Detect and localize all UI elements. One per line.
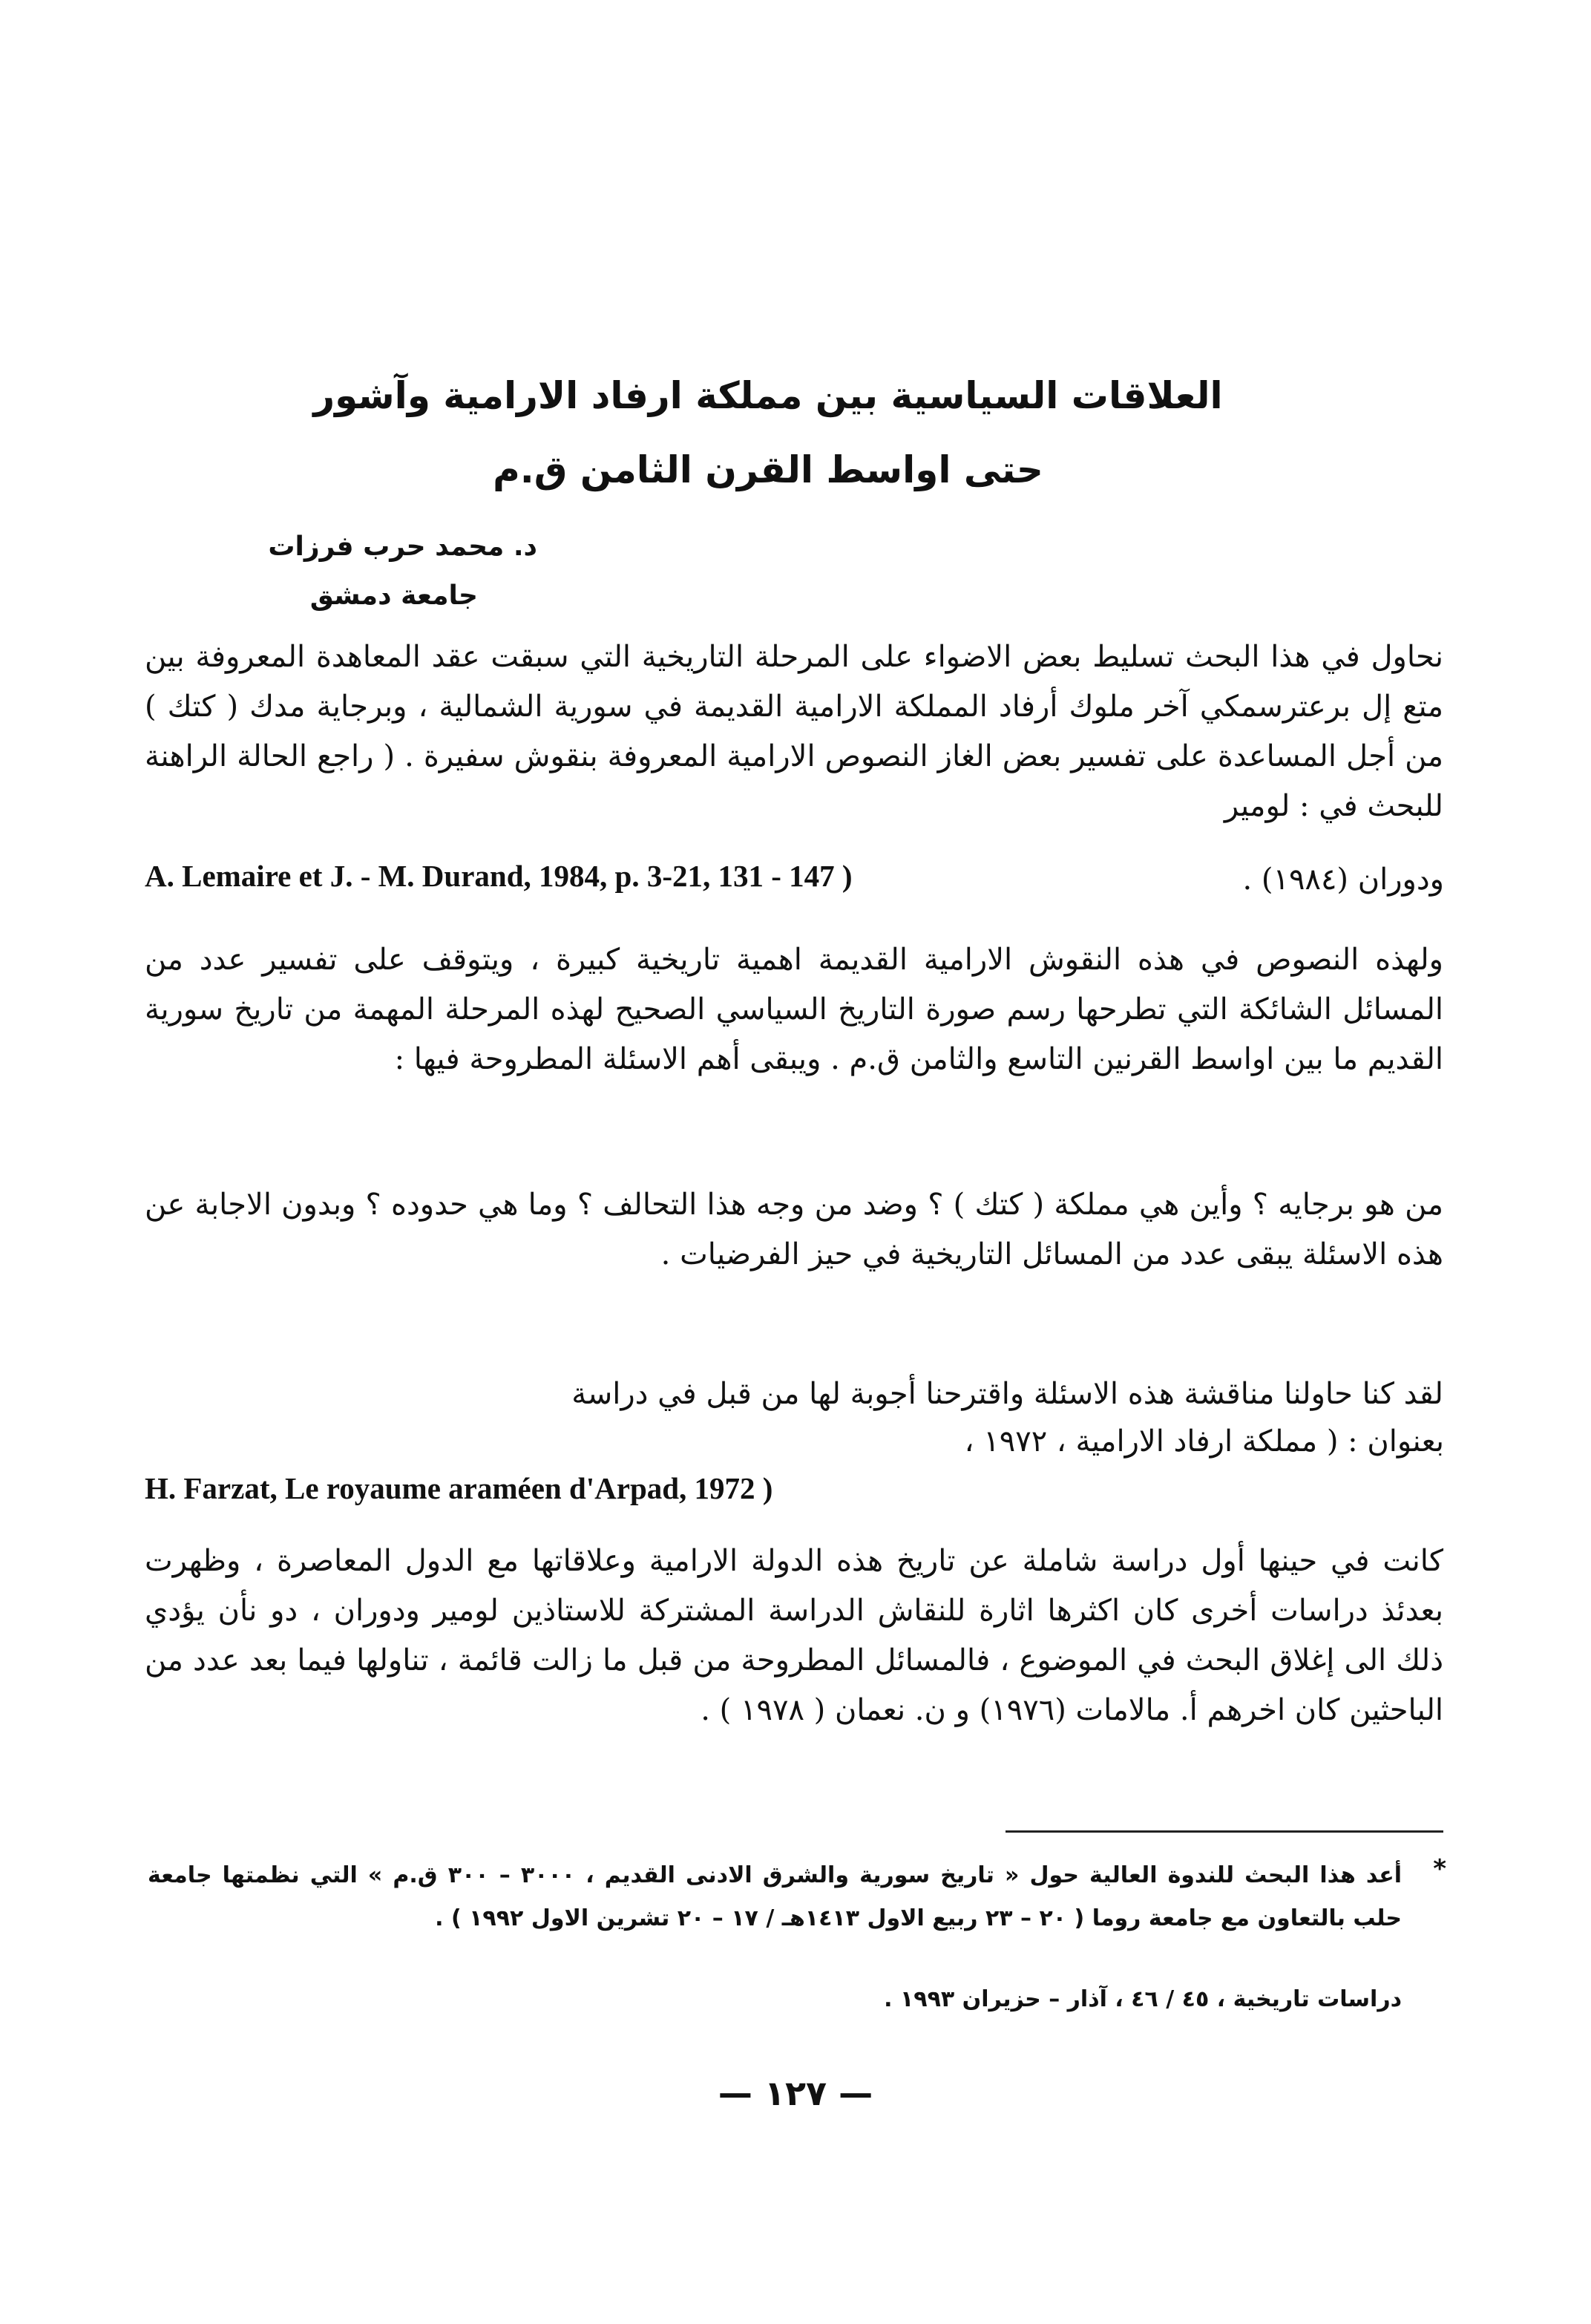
page-number: — ١٢٧ — — [718, 2073, 873, 2113]
paragraph-5: كانت في حينها أول دراسة شاملة عن تاريخ هذه الدولة الارامية وعلاقاتها مع الدول المعاصرة ، وظهرت بعدئذ دراسات أخرى كان اكثرها اثارة للنقاش الدراسة المشتركة للاستاذين لومير ودوران ، دو نأن يؤدي ذلك الى إغلاق البحث في الموضوع ، فالمسائل المطروحة من قبل ما زالت قائمة ، تناولها فيما بعد عدد من الباحثين كان اخرهم أ. مالامات (١٩٧٦) و ن. نعمان ( ١٩٧٨ ) . — [145, 1544, 1444, 1727]
article-title-line-1: العلاقات السياسية بين مملكة ارفاد الارامية وآشور — [313, 374, 1223, 417]
paragraph-3: من هو برجايه ؟ وأين هي مملكة ( كتك ) ؟ وضد من وجه هذا التحالف ؟ وما هي حدوده ؟ وبدون الاجابة عن هذه الاسئلة يبقى عدد من المسائل التاريخية في حيز الفرضيات . — [145, 1188, 1443, 1271]
paragraph-1-latin-citation: A. Lemaire et J. - M. Durand, 1984, p. 3-21, 131 - 147 ) — [145, 859, 853, 893]
paragraph-1: نحاول في هذا البحث تسليط بعض الاضواء على المرحلة التاريخية التي سبقت عقد المعاهدة المعروفة بين متع إل برعترسمكي آخر ملوك أرفاد المملكة الارامية القديمة في سورية الشمالية ، وبرجاية مدك ( كتك ) من أجل المساعدة على تفسير بعض الغاز النصوص الارامية المعروفة بنقوش سفيرة . ( راجع الحالة الراهنة للبحث في : لومير — [145, 640, 1443, 823]
footnote-source: دراسات تاريخية ، ٤٥ / ٤٦ ، آذار – حزيران ١٩٩٣ . — [884, 1986, 1402, 2012]
author-affiliation: جامعة دمشق — [309, 580, 478, 611]
paragraph-1-tail: ودوران (١٩٨٤) . — [1242, 863, 1444, 897]
paragraph-2: ولهذه النصوص في هذه النقوش الارامية القديمة اهمية تاريخية كبيرة ، ويتوقف على تفسير عدد من المسائل الشائكة التي تطرحها رسم صورة التاريخ السياسي الصحيح لهذه المرحلة المهمة من تاريخ سورية القديم ما بين اواسط القرنين التاسع والثامن ق.م . ويبقى أهم الاسئلة المطروحة فيها : — [145, 943, 1444, 1076]
footnote-asterisk: * — [1433, 1854, 1446, 1884]
footnote-divider — [1006, 1830, 1443, 1833]
author-name: د. محمد حرب فرزات — [268, 531, 537, 562]
paragraph-4-latin-citation: H. Farzat, Le royaume araméen d'Arpad, 1972 ) — [145, 1471, 773, 1505]
footnote-text: أعد هذا البحث للندوة العالية حول « تاريخ سورية والشرق الادنى القديم ، ٣٠٠٠ – ٣٠٠ ق.م » التي نظمتها جامعة حلب بالتعاون مع جامعة روما ( ٢٠ – ٢٣ ربيع الاول ١٤١٣هـ / ١٧ – ٢٠ تشرين الاول ١٩٩٢ ) . — [148, 1862, 1403, 1931]
article-title-line-2: حتى اواسط القرن الثامن ق.م — [493, 448, 1043, 491]
paragraph-4: لقد كنا حاولنا مناقشة هذه الاسئلة واقترحنا أجوبة لها من قبل في دراسة — [571, 1377, 1443, 1411]
paragraph-4-reference: بعنوان : ( مملكة ارفاد الارامية ، ١٩٧٢ ، — [964, 1424, 1444, 1459]
